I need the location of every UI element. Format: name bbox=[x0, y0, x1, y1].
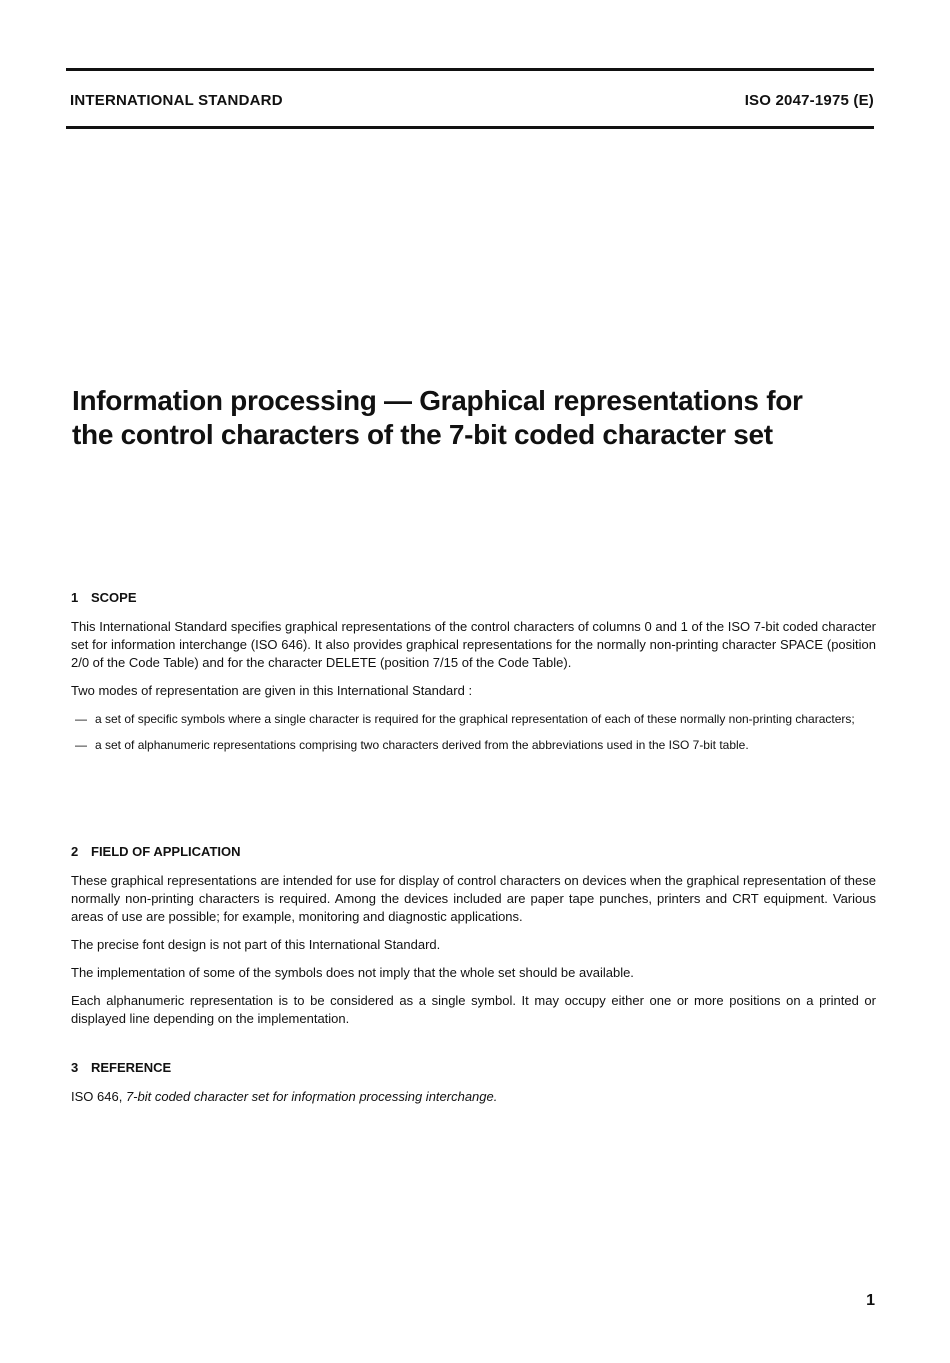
section-title: REFERENCE bbox=[91, 1060, 172, 1075]
header-left-label: INTERNATIONAL STANDARD bbox=[70, 92, 283, 109]
section-reference bbox=[71, 1059, 876, 1116]
header-document-number: ISO 2047-1975 (E) bbox=[744, 92, 874, 109]
document-title-line-1: Information processing — Graphical representations for bbox=[72, 385, 803, 416]
section-number: 3 bbox=[71, 1060, 79, 1075]
section-number: 1 bbox=[71, 590, 79, 605]
list-item-text: a set of specific symbols where a single character is required for the graphical representation of each of these normally non-printing characters; bbox=[95, 712, 855, 726]
section-title: SCOPE bbox=[91, 590, 137, 605]
document-title bbox=[72, 384, 872, 452]
document-title-line-2: the control characters of the 7-bit coded character set bbox=[72, 419, 773, 450]
paragraph: These graphical representations are intended for use for display of control characters on devices when the graphical representation of these normally non-printing characters is required. Among the devices included are paper tape punches, printers and CRT equipment. Various areas of use are possible; for example, monitoring and diagnostic applications. bbox=[71, 873, 876, 924]
list-dash: — bbox=[75, 738, 87, 752]
list-item-text: a set of alphanumeric representations comprising two characters derived from the abbreviations used in the ISO 7-bit table. bbox=[95, 738, 749, 752]
section-scope bbox=[71, 589, 876, 762]
section-title: FIELD OF APPLICATION bbox=[91, 844, 241, 859]
section-heading bbox=[71, 589, 876, 607]
list-item bbox=[71, 736, 876, 754]
reference-citation bbox=[71, 1088, 876, 1106]
paragraph: This International Standard specifies graphical representations of the control characters of columns 0 and 1 of the ISO 7-bit coded character set for information interchange (ISO 646). It also provides graphical representations for the normally non-printing character SPACE (position 2/0 of the Code Table) and for the character DELETE (position 7/15 of the Code Table). bbox=[71, 619, 876, 670]
paragraph: Two modes of representation are given in this International Standard : bbox=[71, 683, 473, 698]
list-item bbox=[71, 710, 876, 728]
page-number: 1 bbox=[866, 1292, 875, 1309]
reference-id: ISO 646, bbox=[71, 1089, 123, 1104]
header-bottom-rule bbox=[66, 126, 874, 129]
paragraph: The precise font design is not part of this International Standard. bbox=[71, 937, 441, 952]
list-dash: — bbox=[75, 712, 87, 726]
section-heading bbox=[71, 843, 876, 861]
paragraph: The implementation of some of the symbols does not imply that the whole set should be available. bbox=[71, 965, 634, 980]
section-field-of-application bbox=[71, 843, 876, 1038]
section-number: 2 bbox=[71, 844, 79, 859]
section-heading bbox=[71, 1059, 876, 1077]
reference-title: 7-bit coded character set for infoɼmation processing interchange. bbox=[125, 1089, 498, 1104]
paragraph: Each alphanumeric representation is to be considered as a single symbol. It may occupy either one or more positions on a printed or displayed line depending on the implementation. bbox=[71, 993, 876, 1026]
header-top-rule bbox=[66, 68, 874, 71]
